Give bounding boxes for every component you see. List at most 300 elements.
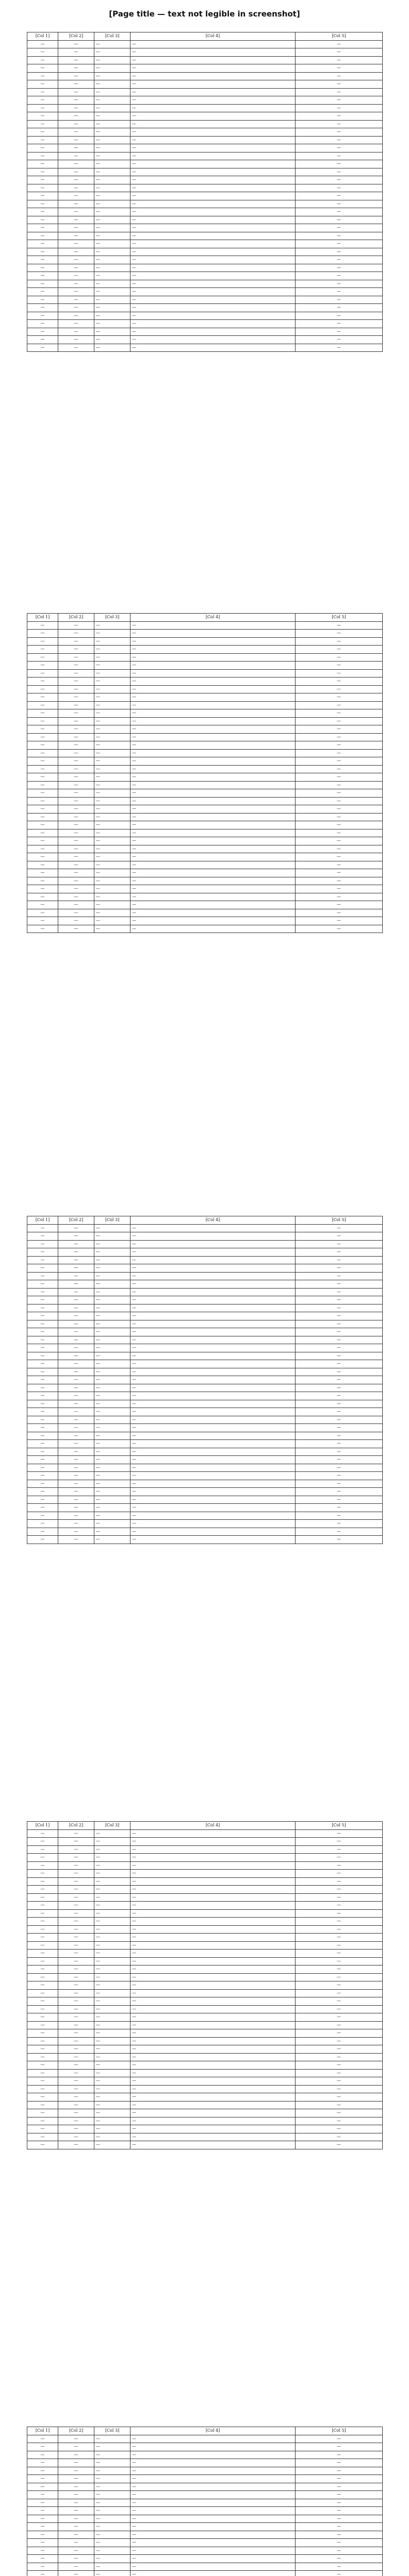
table-cell: —	[58, 2563, 94, 2571]
table-cell: —	[130, 2005, 296, 2013]
table-cell: —	[58, 336, 94, 344]
table-cell: —	[58, 1248, 94, 1257]
table-cell: —	[296, 1512, 383, 1520]
table-cell: —	[27, 2491, 58, 2499]
table-cell: —	[27, 1352, 58, 1360]
table-cell: —	[94, 88, 130, 96]
table-cell: —	[130, 120, 296, 128]
table-cell: —	[58, 1456, 94, 1464]
table-cell: —	[94, 1456, 130, 1464]
table-cell: —	[296, 1224, 383, 1232]
table-cell: —	[58, 2117, 94, 2125]
table-cell: —	[130, 200, 296, 208]
table-row	[27, 1368, 383, 1376]
table-cell: —	[130, 765, 296, 773]
table-cell: —	[130, 701, 296, 709]
table-cell: —	[58, 320, 94, 328]
records-table-block	[27, 2427, 382, 2576]
table-cell: —	[296, 1957, 383, 1965]
table-cell: —	[94, 312, 130, 320]
table-cell: —	[94, 1504, 130, 1512]
table-cell: —	[94, 709, 130, 718]
table-row	[27, 853, 383, 861]
table-cell: —	[130, 264, 296, 272]
table-cell: —	[58, 1528, 94, 1536]
table-cell: —	[27, 646, 58, 654]
table-cell: —	[130, 2109, 296, 2117]
table-cell: —	[130, 112, 296, 121]
table-cell: —	[94, 208, 130, 216]
table-row	[27, 2515, 383, 2523]
table-cell: —	[58, 1416, 94, 1424]
table-cell: —	[27, 765, 58, 773]
table-cell: —	[94, 861, 130, 869]
table-cell: —	[130, 853, 296, 861]
table-cell: —	[94, 885, 130, 893]
table-cell: —	[130, 1256, 296, 1264]
table-cell: —	[27, 925, 58, 933]
table-row	[27, 917, 383, 925]
table-cell: —	[58, 40, 94, 48]
table-row	[27, 344, 383, 352]
column-header: [Col 5]	[296, 614, 383, 622]
table-cell: —	[27, 1902, 58, 1910]
table-cell: —	[130, 1400, 296, 1408]
table-row	[27, 1877, 383, 1886]
table-cell: —	[296, 1416, 383, 1424]
table-cell: —	[130, 2523, 296, 2531]
table-cell: —	[27, 1520, 58, 1528]
table-cell: —	[94, 1312, 130, 1320]
table-cell: —	[27, 48, 58, 57]
table-cell: —	[27, 781, 58, 789]
table-cell: —	[58, 304, 94, 312]
table-cell: —	[58, 272, 94, 280]
table-cell: —	[296, 1240, 383, 1248]
table-cell: —	[27, 1240, 58, 1248]
table-cell: —	[94, 216, 130, 224]
table-cell: —	[130, 1416, 296, 1424]
table-cell: —	[296, 901, 383, 909]
table-cell: —	[94, 1925, 130, 1934]
table-row	[27, 2547, 383, 2555]
table-cell: —	[27, 789, 58, 798]
table-row	[27, 1248, 383, 1257]
table-cell: —	[130, 1320, 296, 1328]
table-cell: —	[94, 264, 130, 272]
table-cell: —	[27, 1488, 58, 1496]
table-cell: —	[27, 272, 58, 280]
table-cell: —	[130, 280, 296, 288]
table-cell: —	[296, 797, 383, 805]
column-header: [Col 3]	[94, 614, 130, 622]
table-cell: —	[58, 2483, 94, 2491]
table-row	[27, 861, 383, 869]
table-cell: —	[94, 797, 130, 805]
table-row	[27, 805, 383, 814]
table-cell: —	[130, 2475, 296, 2483]
table-cell: —	[130, 893, 296, 901]
table-cell: —	[27, 869, 58, 877]
table-cell: —	[296, 2077, 383, 2086]
table-cell: —	[296, 2085, 383, 2093]
table-cell: —	[130, 88, 296, 96]
table-cell: —	[58, 1965, 94, 1974]
table-cell: —	[58, 184, 94, 192]
table-cell: —	[94, 1838, 130, 1846]
table-row	[27, 256, 383, 264]
table-row	[27, 2451, 383, 2459]
table-cell: —	[58, 1352, 94, 1360]
table-cell: —	[130, 288, 296, 296]
table-cell: —	[58, 2037, 94, 2045]
table-cell: —	[130, 1893, 296, 1902]
table-cell: —	[296, 48, 383, 57]
table-cell: —	[94, 1918, 130, 1926]
table-cell: —	[296, 2435, 383, 2443]
table-cell: —	[58, 1272, 94, 1280]
table-cell: —	[130, 1360, 296, 1368]
table-cell: —	[130, 637, 296, 646]
table-cell: —	[27, 1384, 58, 1392]
table-cell: —	[94, 877, 130, 885]
table-cell: —	[58, 2571, 94, 2576]
table-cell: —	[27, 216, 58, 224]
table-cell: —	[27, 232, 58, 240]
table-cell: —	[296, 677, 383, 686]
table-cell: —	[58, 2459, 94, 2467]
table-cell: —	[296, 1941, 383, 1950]
table-cell: —	[58, 765, 94, 773]
table-cell: —	[296, 280, 383, 288]
table-cell: —	[27, 104, 58, 112]
table-row	[27, 328, 383, 336]
table-cell: —	[296, 344, 383, 352]
table-cell: —	[130, 2021, 296, 2029]
table-row	[27, 1973, 383, 1981]
table-cell: —	[58, 1320, 94, 1328]
table-cell: —	[94, 677, 130, 686]
table-cell: —	[58, 168, 94, 176]
table-cell: —	[296, 2547, 383, 2555]
table-header-row	[27, 614, 383, 622]
table-cell: —	[58, 2053, 94, 2061]
table-cell: —	[296, 1256, 383, 1264]
table-row	[27, 2571, 383, 2576]
table-cell: —	[27, 1886, 58, 1894]
table-cell: —	[27, 1336, 58, 1344]
table-cell: —	[58, 1296, 94, 1304]
table-row	[27, 1328, 383, 1336]
table-cell: —	[130, 136, 296, 144]
table-cell: —	[130, 653, 296, 662]
table-cell: —	[58, 1408, 94, 1416]
table-cell: —	[130, 64, 296, 73]
table-cell: —	[296, 1989, 383, 1997]
table-cell: —	[58, 789, 94, 798]
table-cell: —	[27, 1981, 58, 1990]
table-cell: —	[58, 56, 94, 64]
table-cell: —	[94, 2077, 130, 2086]
table-cell: —	[130, 1504, 296, 1512]
table-cell: —	[130, 917, 296, 925]
table-cell: —	[296, 829, 383, 837]
table-cell: —	[296, 669, 383, 677]
table-cell: —	[58, 717, 94, 725]
table-row	[27, 1488, 383, 1496]
table-cell: —	[27, 1408, 58, 1416]
table-row	[27, 1384, 383, 1392]
table-cell: —	[296, 40, 383, 48]
table-cell: —	[130, 1440, 296, 1448]
table-cell: —	[27, 669, 58, 677]
table-cell: —	[94, 685, 130, 693]
table-cell: —	[296, 630, 383, 638]
table-cell: —	[27, 1925, 58, 1934]
table-cell: —	[296, 2109, 383, 2117]
table-cell: —	[130, 2451, 296, 2459]
table-row	[27, 693, 383, 702]
table-cell: —	[94, 2029, 130, 2038]
table-cell: —	[58, 2435, 94, 2443]
table-row	[27, 88, 383, 96]
table-cell: —	[58, 837, 94, 845]
table-cell: —	[94, 2101, 130, 2109]
table-cell: —	[94, 1392, 130, 1400]
table-cell: —	[130, 56, 296, 64]
table-cell: —	[296, 1464, 383, 1472]
table-row	[27, 2141, 383, 2149]
table-cell: —	[58, 1845, 94, 1854]
table-cell: —	[58, 1376, 94, 1384]
table-cell: —	[58, 1536, 94, 1544]
table-cell: —	[296, 1384, 383, 1392]
table-row	[27, 200, 383, 208]
table-row	[27, 2539, 383, 2547]
table-cell: —	[94, 80, 130, 89]
table-cell: —	[94, 2451, 130, 2459]
table-cell: —	[296, 1934, 383, 1942]
table-cell: —	[130, 1838, 296, 1846]
table-cell: —	[58, 1312, 94, 1320]
table-cell: —	[94, 789, 130, 798]
table-cell: —	[27, 1456, 58, 1464]
table-cell: —	[130, 1973, 296, 1981]
table-cell: —	[27, 821, 58, 829]
table-cell: —	[27, 877, 58, 885]
table-row	[27, 1408, 383, 1416]
table-cell: —	[94, 821, 130, 829]
table-cell: —	[58, 2539, 94, 2547]
table-cell: —	[27, 717, 58, 725]
column-header: [Col 1]	[27, 614, 58, 622]
table-cell: —	[58, 96, 94, 105]
page-title: [Page title — text not legible in screenshot]	[109, 9, 300, 19]
table-row	[27, 885, 383, 893]
table-cell: —	[296, 1408, 383, 1416]
table-cell: —	[27, 2443, 58, 2451]
table-cell: —	[27, 2523, 58, 2531]
table-cell: —	[94, 1845, 130, 1854]
table-row	[27, 2555, 383, 2563]
table-cell: —	[27, 1504, 58, 1512]
table-row	[27, 1504, 383, 1512]
table-cell: —	[130, 2491, 296, 2499]
table-cell: —	[130, 717, 296, 725]
records-table	[27, 613, 383, 933]
table-row	[27, 1432, 383, 1440]
table-cell: —	[130, 869, 296, 877]
table-cell: —	[94, 256, 130, 264]
table-cell: —	[27, 1989, 58, 1997]
table-cell: —	[130, 1432, 296, 1440]
table-cell: —	[58, 1854, 94, 1862]
table-cell: —	[130, 1328, 296, 1336]
table-cell: —	[94, 2005, 130, 2013]
table-cell: —	[94, 304, 130, 312]
table-cell: —	[27, 2029, 58, 2038]
table-cell: —	[27, 2109, 58, 2117]
table-cell: —	[27, 1264, 58, 1273]
table-cell: —	[27, 2005, 58, 2013]
table-cell: —	[94, 2531, 130, 2539]
table-cell: —	[27, 328, 58, 336]
table-cell: —	[94, 1902, 130, 1910]
table-cell: —	[130, 2563, 296, 2571]
table-row	[27, 1997, 383, 2006]
table-cell: —	[27, 1861, 58, 1870]
table-cell: —	[296, 1296, 383, 1304]
table-cell: —	[27, 733, 58, 741]
table-cell: —	[296, 1440, 383, 1448]
table-cell: —	[130, 1232, 296, 1241]
table-row	[27, 1360, 383, 1368]
table-cell: —	[94, 1520, 130, 1528]
table-row	[27, 1336, 383, 1344]
table-row	[27, 653, 383, 662]
table-row	[27, 2563, 383, 2571]
table-row	[27, 1496, 383, 1504]
table-cell: —	[130, 232, 296, 240]
table-cell: —	[58, 120, 94, 128]
table-cell: —	[58, 653, 94, 662]
table-cell: —	[130, 248, 296, 256]
table-cell: —	[58, 1957, 94, 1965]
table-cell: —	[94, 1528, 130, 1536]
table-cell: —	[58, 280, 94, 288]
table-cell: —	[296, 80, 383, 89]
table-cell: —	[130, 40, 296, 48]
table-header-row	[27, 1216, 383, 1225]
table-cell: —	[130, 1981, 296, 1990]
table-cell: —	[130, 1280, 296, 1289]
table-cell: —	[27, 861, 58, 869]
table-cell: —	[296, 2475, 383, 2483]
table-cell: —	[27, 2475, 58, 2483]
table-row	[27, 781, 383, 789]
table-cell: —	[296, 725, 383, 734]
table-row	[27, 2053, 383, 2061]
table-cell: —	[94, 72, 130, 80]
table-cell: —	[296, 2061, 383, 2070]
table-cell: —	[130, 224, 296, 232]
table-cell: —	[27, 805, 58, 814]
table-cell: —	[130, 168, 296, 176]
table-cell: —	[130, 2531, 296, 2539]
table-cell: —	[130, 677, 296, 686]
table-cell: —	[58, 1424, 94, 1432]
table-row	[27, 312, 383, 320]
table-cell: —	[58, 2021, 94, 2029]
table-row	[27, 893, 383, 901]
table-cell: —	[130, 184, 296, 192]
table-row	[27, 248, 383, 256]
table-cell: —	[296, 1456, 383, 1464]
table-cell: —	[296, 272, 383, 280]
table-cell: —	[58, 1264, 94, 1273]
table-cell: —	[130, 1480, 296, 1488]
table-cell: —	[58, 829, 94, 837]
table-row	[27, 2037, 383, 2045]
table-cell: —	[296, 2531, 383, 2539]
table-cell: —	[296, 2459, 383, 2467]
table-cell: —	[130, 797, 296, 805]
table-cell: —	[27, 1472, 58, 1480]
table-cell: —	[27, 2125, 58, 2133]
table-cell: —	[58, 2013, 94, 2022]
records-table	[27, 1821, 383, 2149]
column-header: [Col 2]	[58, 614, 94, 622]
table-cell: —	[94, 1512, 130, 1520]
table-cell: —	[296, 757, 383, 766]
table-cell: —	[94, 805, 130, 814]
table-cell: —	[94, 701, 130, 709]
table-cell: —	[27, 1838, 58, 1846]
table-cell: —	[94, 1400, 130, 1408]
table-cell: —	[94, 773, 130, 782]
table-cell: —	[27, 1496, 58, 1504]
table-cell: —	[94, 336, 130, 344]
table-row	[27, 646, 383, 654]
table-row	[27, 1416, 383, 1424]
table-header-row	[27, 32, 383, 41]
table-cell: —	[27, 184, 58, 192]
table-cell: —	[94, 829, 130, 837]
table-cell: —	[130, 1989, 296, 1997]
table-cell: —	[130, 1861, 296, 1870]
table-cell: —	[130, 1909, 296, 1918]
column-header: [Col 4]	[130, 1216, 296, 1225]
table-cell: —	[296, 1376, 383, 1384]
table-row	[27, 1320, 383, 1328]
table-cell: —	[94, 1296, 130, 1304]
table-cell: —	[58, 1240, 94, 1248]
table-cell: —	[130, 1368, 296, 1376]
table-cell: —	[27, 264, 58, 272]
table-cell: —	[94, 48, 130, 57]
table-row	[27, 1480, 383, 1488]
table-row	[27, 701, 383, 709]
table-cell: —	[27, 2571, 58, 2576]
table-cell: —	[94, 136, 130, 144]
table-cell: —	[94, 662, 130, 670]
table-cell: —	[27, 72, 58, 80]
table-row	[27, 288, 383, 296]
table-row	[27, 64, 383, 73]
table-cell: —	[58, 1304, 94, 1312]
table-cell: —	[58, 646, 94, 654]
table-cell: —	[27, 2021, 58, 2029]
